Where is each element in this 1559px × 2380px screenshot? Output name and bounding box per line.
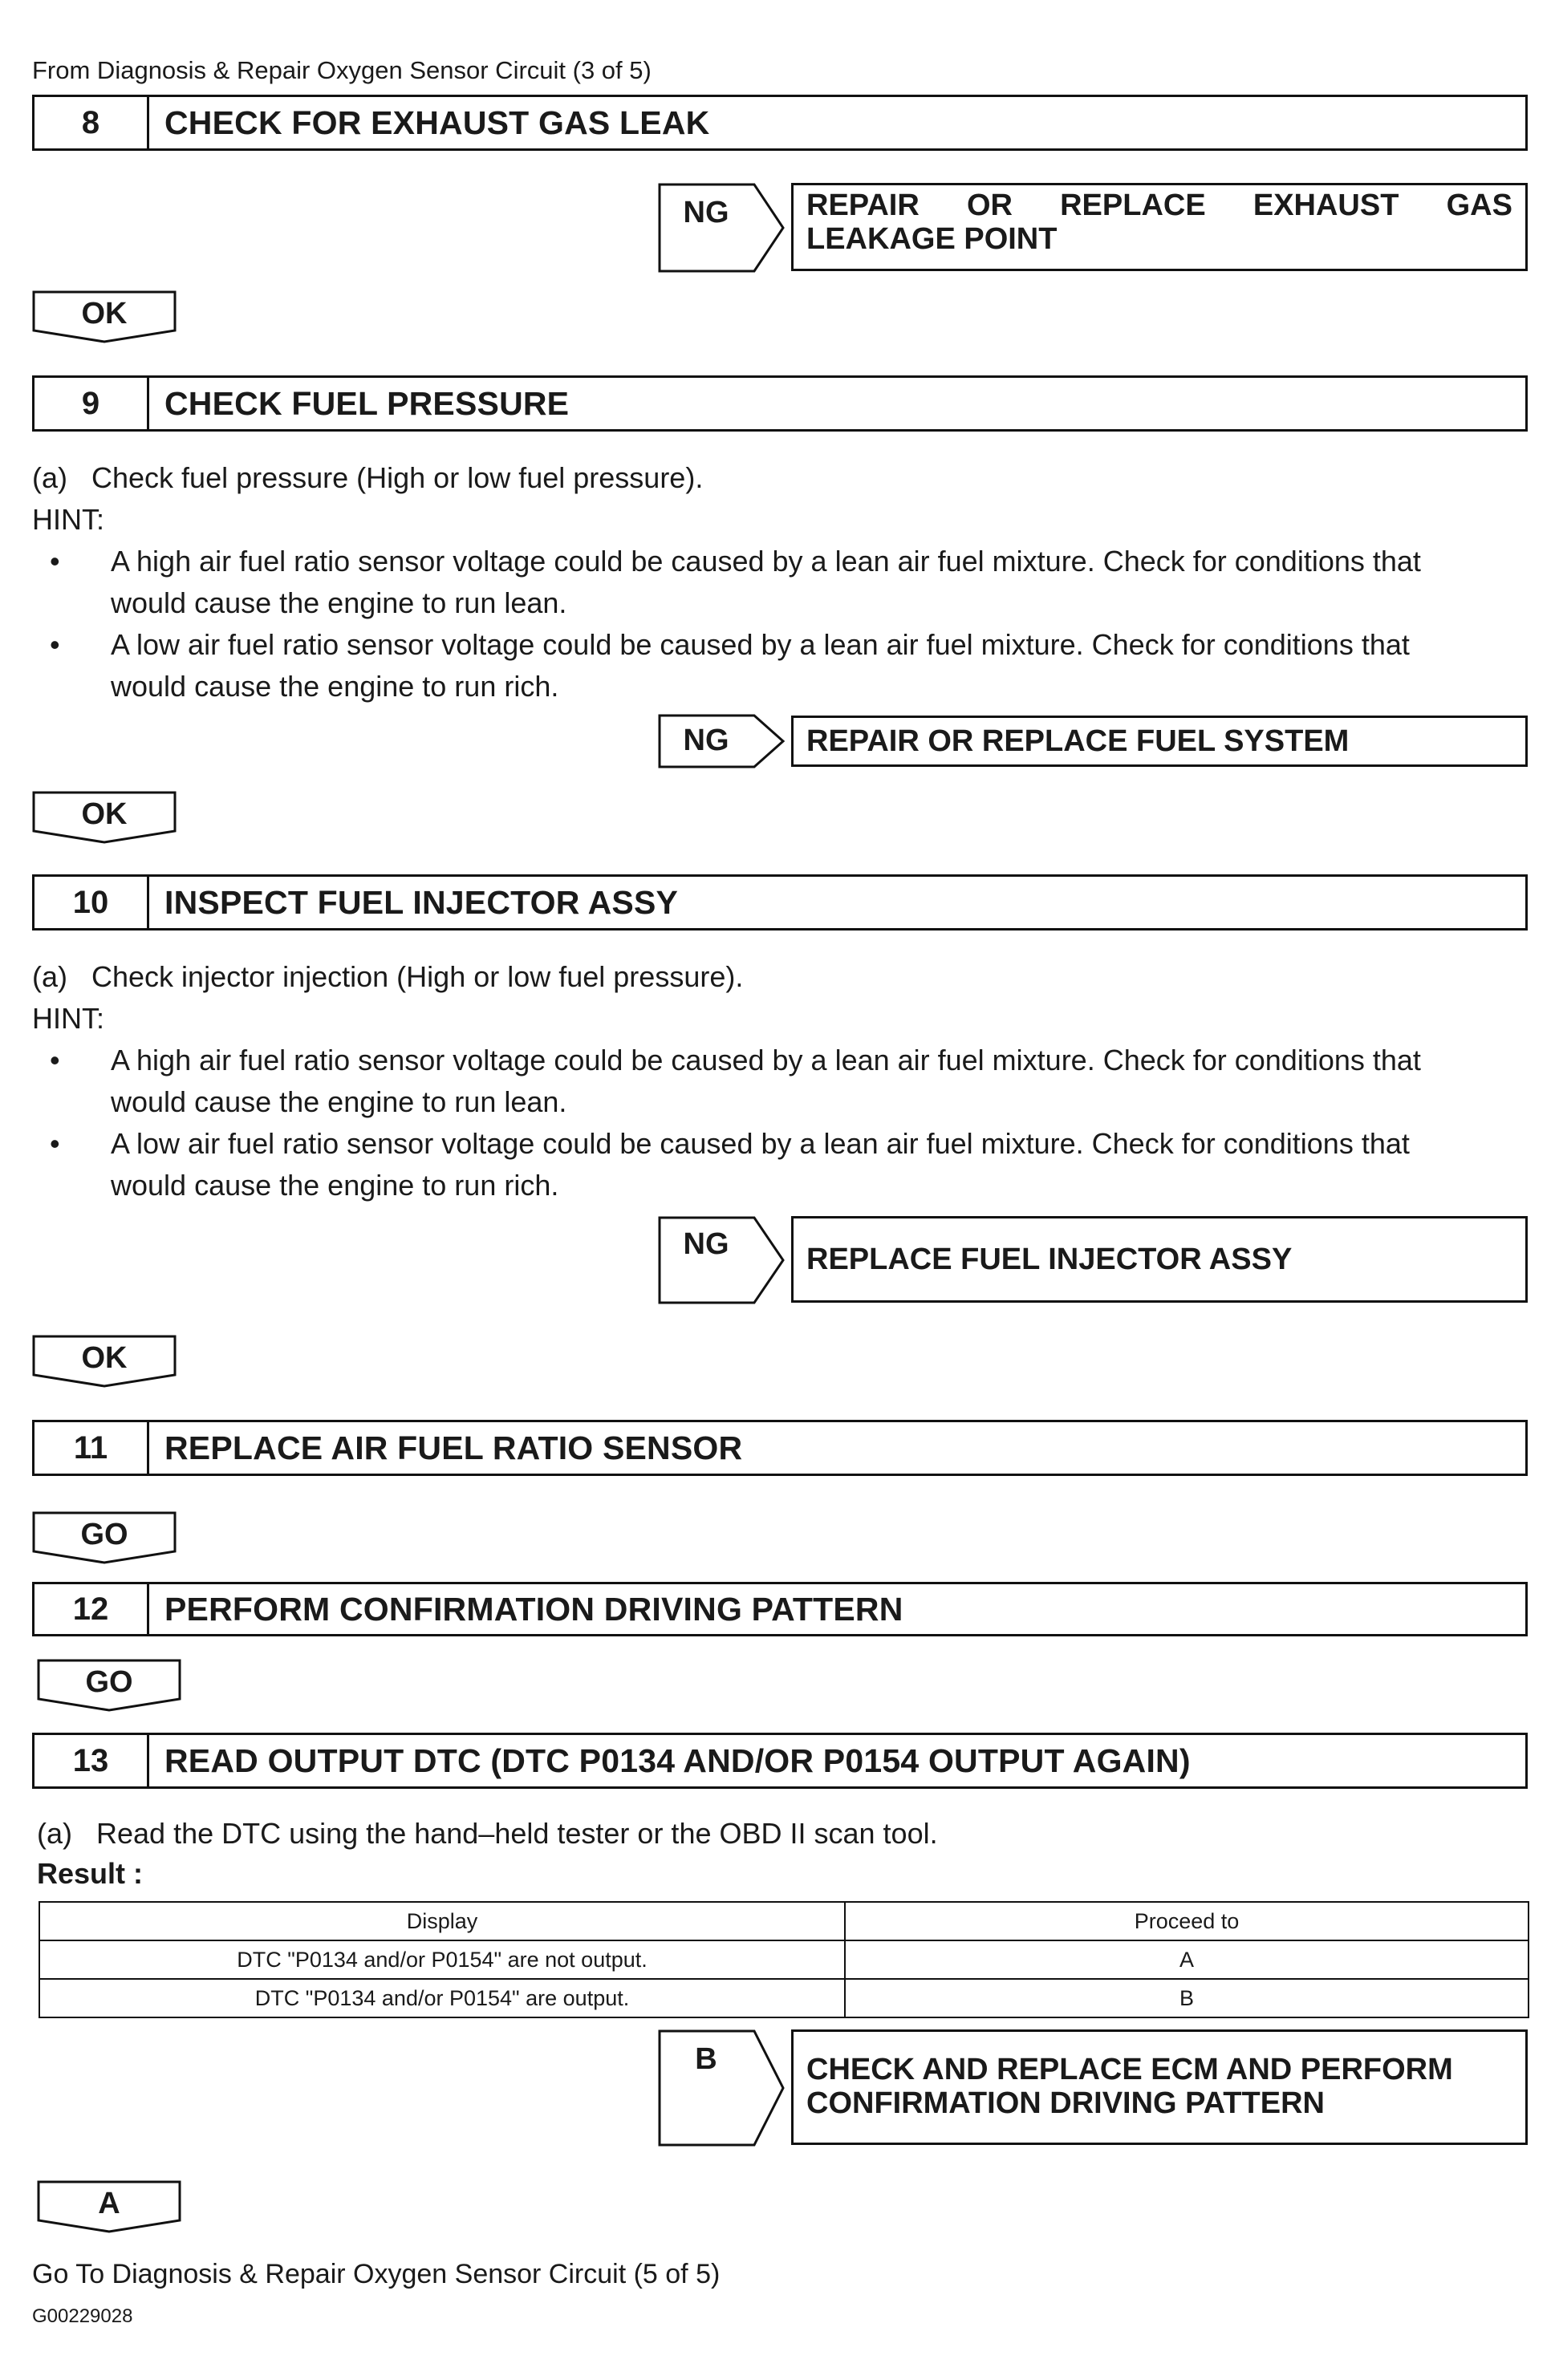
a-tag[interactable] [37,2180,181,2235]
step-number: 11 [35,1422,149,1474]
step-title: CHECK FUEL PRESSURE [164,384,570,422]
step-number: 13 [35,1735,149,1786]
table-header-cell: Display [39,1902,845,1940]
result-line-2: LEAKAGE POINT [806,222,1058,256]
tag-label: GO [80,1518,128,1551]
bullet-line: would cause the engine to run lean. [111,586,567,619]
result-word: REPAIR [806,189,920,222]
ng-branch-arrow[interactable] [658,183,786,273]
table-cell: B [845,1979,1529,2017]
step-title: READ OUTPUT DTC (DTC P0134 AND/OR P0154 OUTPUT AGAIN) [164,1741,1191,1779]
table-header-row [39,1902,1529,1940]
table-cell: DTC "P0134 and/or P0154" are not output. [39,1940,845,1979]
result-word: OR [966,189,1013,222]
hint-bullet: • A low air fuel ratio sensor voltage could be caused by a lean air fuel mixture. Check for conditions that would cause the engine to run rich. [111,624,1410,708]
bullet-line: would cause the engine to run rich. [111,670,559,703]
result-word: EXHAUST [1252,189,1399,222]
result-line-1: CHECK AND REPLACE ECM AND PERFORM [806,2053,1453,2086]
bullet-line: A high air fuel ratio sensor voltage could be caused by a lean air fuel mixture. Check for conditions that [111,545,1421,578]
ok-tag[interactable] [32,1335,177,1389]
step-8-header [32,95,1528,151]
ok-tag[interactable] [32,791,177,845]
ng-result-box: REPLACE FUEL INJECTOR ASSY [791,1216,1528,1303]
table-cell: DTC "P0134 and/or P0154" are output. [39,1979,845,2017]
go-tag[interactable] [37,1659,181,1713]
step-title: PERFORM CONFIRMATION DRIVING PATTERN [164,1590,903,1628]
tag-label: GO [85,1665,133,1699]
step-number: 8 [35,97,149,148]
table-row [39,1940,1529,1979]
step-13-header [32,1733,1528,1789]
b-branch-arrow[interactable] [658,2029,786,2147]
result-line-1 [806,189,1512,222]
ng-branch-arrow[interactable] [658,714,786,768]
step-title: REPLACE AIR FUEL RATIO SENSOR [164,1429,743,1466]
hint-bullet: • A low air fuel ratio sensor voltage could be caused by a lean air fuel mixture. Check for conditions that would cause the engine to run rich. [111,1123,1410,1206]
hint-bullet: • A high air fuel ratio sensor voltage could be caused by a lean air fuel mixture. Check for conditions that would cause the engine to run lean. [111,1040,1421,1123]
table-header-cell: Proceed to [845,1902,1529,1940]
step-number: 10 [35,877,149,928]
table-cell: A [845,1940,1529,1979]
tag-label: A [98,2187,120,2220]
ng-result-box: REPAIR OR REPLACE FUEL SYSTEM [791,716,1528,767]
ng-result-box [791,183,1528,271]
branch-label: NG [683,196,729,229]
bullet-line: A low air fuel ratio sensor voltage could be caused by a lean air fuel mixture. Check for conditions that [111,1127,1410,1160]
tag-label: OK [81,797,128,831]
branch-label: B [695,2042,717,2076]
hint-bullet: • A high air fuel ratio sensor voltage could be caused by a lean air fuel mixture. Check for conditions that would cause the engine to run lean. [111,541,1421,624]
branch-label: NG [683,1227,729,1261]
step-number: 9 [35,378,149,429]
bullet-line: would cause the engine to run lean. [111,1085,567,1118]
hint-label: HINT: [32,503,104,536]
step-number: 12 [35,1584,149,1634]
ok-tag[interactable] [32,290,177,345]
result-label: Result : [37,1857,144,1890]
check-instruction: (a) Check injector injection (High or low fuel pressure). [32,960,744,993]
footer-link[interactable]: Go To Diagnosis & Repair Oxygen Sensor Circuit (5 of 5) [32,2259,721,2289]
go-tag[interactable] [32,1511,177,1566]
step-12-header [32,1582,1528,1636]
page-header: From Diagnosis & Repair Oxygen Sensor Circuit (3 of 5) [32,56,652,84]
check-instruction: (a) Check fuel pressure (High or low fuel pressure). [32,461,704,494]
bullet-line: A low air fuel ratio sensor voltage could be caused by a lean air fuel mixture. Check for conditions that [111,628,1410,661]
branch-label: NG [683,724,729,757]
step-10-header [32,874,1528,931]
tag-label: OK [81,297,128,330]
b-result-box [791,2029,1528,2145]
table-row [39,1979,1529,2017]
result-word: GAS [1446,189,1512,222]
result-word: REPLACE [1060,189,1206,222]
bullet-line: would cause the engine to run rich. [111,1169,559,1202]
bullet-line: A high air fuel ratio sensor voltage could be caused by a lean air fuel mixture. Check for conditions that [111,1044,1421,1076]
step-11-header [32,1420,1528,1476]
step-9-header [32,375,1528,432]
step-title: CHECK FOR EXHAUST GAS LEAK [164,103,710,141]
step-title: INSPECT FUEL INJECTOR ASSY [164,883,679,921]
hint-label: HINT: [32,1002,104,1035]
figure-code: G00229028 [32,2305,133,2327]
ng-branch-arrow[interactable] [658,1216,786,1304]
result-line-2: CONFIRMATION DRIVING PATTERN [806,2086,1325,2120]
read-instruction: (a) Read the DTC using the hand–held tester or the OBD II scan tool. [37,1817,938,1850]
tag-label: OK [81,1341,128,1375]
result-table [39,1901,1529,2018]
